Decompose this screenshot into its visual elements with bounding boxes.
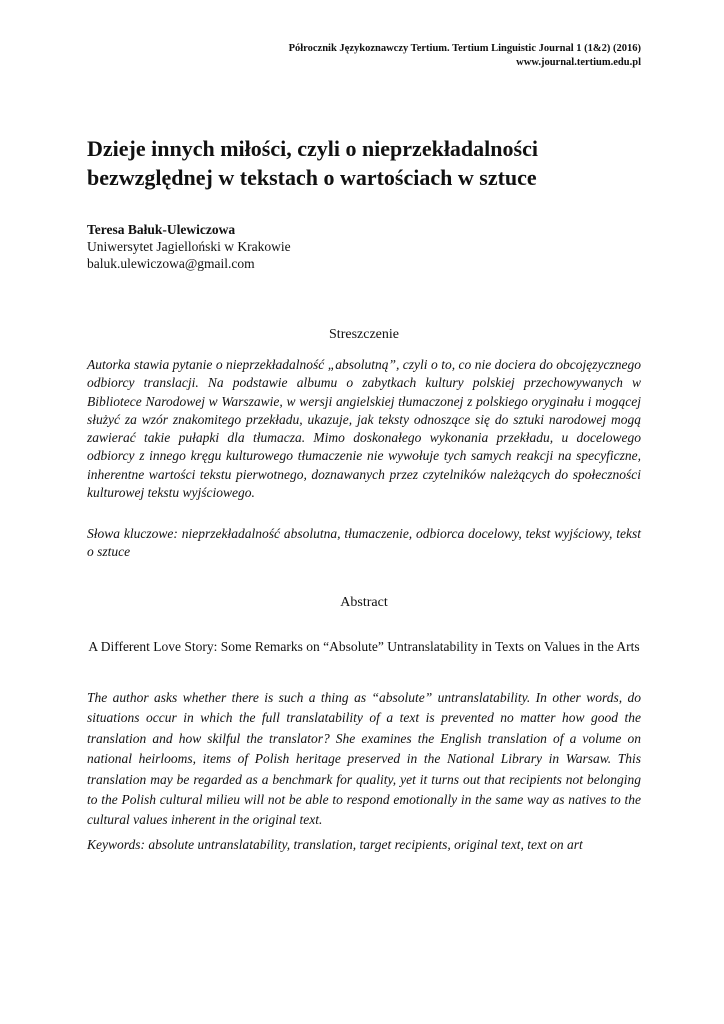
streszczenie-heading: Streszczenie — [329, 327, 399, 342]
author-affiliation: Uniwersytet Jagielloński w Krakowie — [87, 239, 291, 254]
author-block — [87, 221, 291, 272]
journal-url: www.journal.tertium.edu.pl — [516, 57, 641, 68]
journal-header — [289, 42, 641, 70]
journal-name: Półrocznik Językoznawczy Tertium. Tertium Linguistic Journal 1 (1&2) (2016) — [288, 43, 641, 54]
title-line-2: bezwzględnej w tekstach o wartościach w sztuce — [87, 165, 537, 190]
abstract-heading: Abstract — [340, 595, 388, 610]
english-keywords: Keywords: absolute untranslatability, translation, target recipients, original text, text on art — [87, 837, 583, 852]
polish-keywords: Słowa kluczowe: nieprzekładalność absolutna, tłumaczenie, odbiorca docelowy, tekst wyjściowy, tekst o sztuce — [87, 526, 641, 560]
author-name: Teresa Bałuk-Ulewiczowa — [87, 222, 236, 237]
english-title: A Different Love Story: Some Remarks on “Absolute” Untranslatability in Texts on Values in the Arts — [88, 639, 640, 654]
abstract-body: The author asks whether there is such a thing as “absolute” untranslatability. In other words, do situations occur in which the full translatability of a text is prevented no matter how good the translation and how skilful the translator? She examines the English translation of a volume on national heirlooms, items of Polish heritage preserved in the National Library in Warsaw. This translation may be regarded as a benchmark for quality, yet it turns out that recipients not belonging to the Polish cultural milieu will not be able to respond emotionally in the same way as natives to the cultural values inherent in the original text. — [87, 690, 641, 828]
title-line-1: Dzieje innych miłości, czyli o nieprzekładalności — [87, 136, 538, 161]
article-title — [87, 134, 641, 192]
author-email: baluk.ulewiczowa@gmail.com — [87, 256, 255, 271]
streszczenie-body: Autorka stawia pytanie o nieprzekładalność „absolutną”, czyli o to, co nie dociera do obcojęzycznego odbiorcy translacji. Na podstawie albumu o zabytkach kultury polskiej przechowywanych w Bibliotece Narodowej w Warszawie, w wersji angielskiej tłumaczonej z polskiego oryginału i mogącej służyć za wzór znakomitego przekładu, ukazuje, jak teksty odnoszące się do sztuki narodowej mogą zawierać takie pułapki dla tłumacza. Mimo doskonałego wykonania przekładu, u docelowego odbiorcy z innego kręgu kulturowego tłumaczenie nie wywołuje tych samych reakcji na specyficzne, inherentne wartości tekstu pierwotnego, doznawanych przez czytelników należących do społeczności kulturowej tekstu wyjściowego. — [87, 357, 641, 501]
paper-page — [87, 0, 641, 1024]
